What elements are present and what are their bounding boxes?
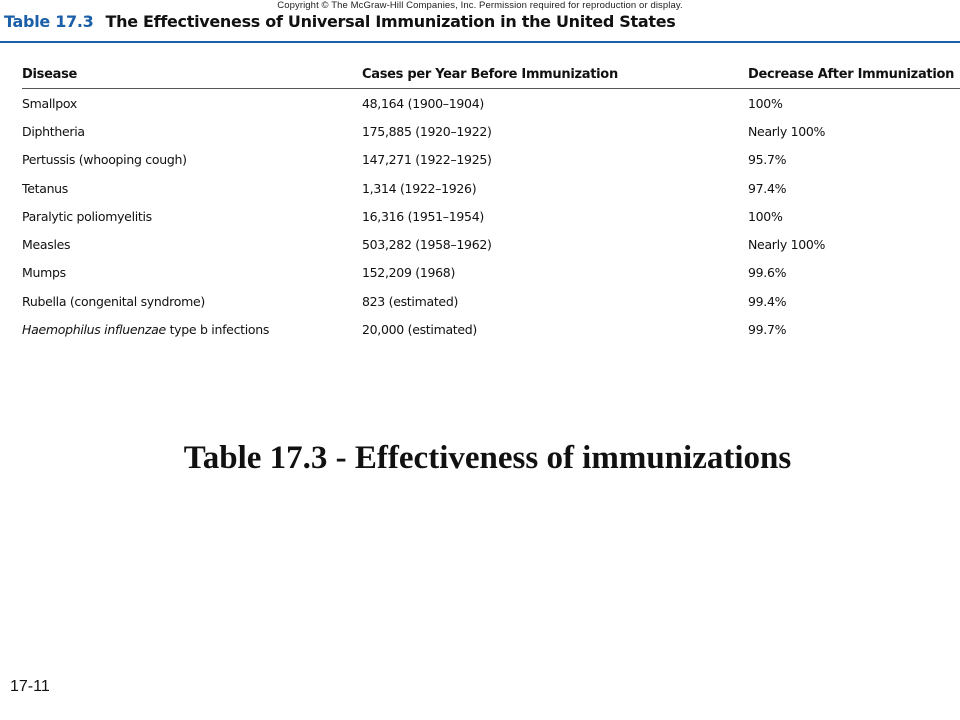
decrease-cell: 97.4%	[748, 180, 787, 196]
table-row	[22, 89, 960, 117]
disease-cell	[22, 96, 362, 111]
slide-caption: Table 17.3 - Effectiveness of immunizations	[183, 440, 792, 476]
decrease-cell: 95.7%	[748, 152, 787, 168]
disease-cell	[22, 181, 362, 196]
cases-cell: 48,164 (1900–1904)	[362, 95, 484, 111]
column-header-cases-before: Cases per Year Before Immunization	[362, 66, 618, 82]
decrease-cell: 100%	[748, 208, 783, 224]
copyright-notice: Copyright © The McGraw-Hill Companies, Inc. Permission required for reproduction or display.	[277, 0, 683, 11]
table-header-row	[22, 60, 960, 89]
table-row	[22, 146, 960, 174]
disease-cell	[22, 209, 362, 224]
immunization-table	[22, 60, 960, 344]
table-row	[22, 230, 960, 258]
cases-cell: 503,282 (1958–1962)	[362, 237, 492, 253]
table-title-text: The Effectiveness of Universal Immunization in the United States	[105, 12, 676, 31]
disease-name: Diphtheria	[22, 123, 85, 139]
disease-name: type b infections	[165, 322, 270, 338]
decrease-cell: 99.6%	[748, 265, 787, 281]
slide-number: 17-11	[10, 678, 50, 695]
decrease-cell: Nearly 100%	[748, 237, 826, 253]
disease-name: Pertussis (whooping cough)	[22, 152, 187, 168]
decrease-cell: 99.7%	[748, 322, 787, 338]
disease-name: Rubella (congenital syndrome)	[22, 293, 205, 309]
disease-name: Measles	[22, 237, 71, 253]
disease-name: Tetanus	[22, 180, 69, 196]
table-row	[22, 202, 960, 230]
table-row	[22, 259, 960, 287]
disease-italic-part: Haemophilus influenzae	[22, 322, 166, 338]
column-header-disease: Disease	[22, 66, 78, 82]
table-row	[22, 117, 960, 145]
disease-cell	[22, 152, 362, 167]
decrease-cell: 99.4%	[748, 293, 787, 309]
disease-cell	[22, 265, 362, 280]
decrease-cell: 100%	[748, 95, 783, 111]
disease-cell	[22, 237, 362, 252]
decrease-cell: Nearly 100%	[748, 123, 826, 139]
disease-cell	[22, 294, 362, 309]
cases-cell: 16,316 (1951–1954)	[362, 208, 484, 224]
disease-name: Paralytic poliomyelitis	[22, 208, 152, 224]
disease-name: Smallpox	[22, 95, 77, 111]
cases-cell: 147,271 (1922–1925)	[362, 152, 492, 168]
title-divider	[0, 41, 960, 43]
cases-cell: 152,209 (1968)	[362, 265, 456, 281]
table-row	[22, 174, 960, 202]
disease-cell	[22, 322, 362, 337]
table-row	[22, 287, 960, 315]
disease-cell	[22, 124, 362, 139]
column-header-decrease-after: Decrease After Immunization	[748, 66, 955, 82]
table-title	[4, 12, 675, 31]
cases-cell: 175,885 (1920–1922)	[362, 123, 492, 139]
table-row	[22, 315, 960, 343]
cases-cell: 823 (estimated)	[362, 293, 459, 309]
disease-name: Mumps	[22, 265, 66, 281]
cases-cell: 20,000 (estimated)	[362, 322, 478, 338]
table-title-number: Table 17.3	[4, 12, 94, 31]
cases-cell: 1,314 (1922–1926)	[362, 180, 477, 196]
